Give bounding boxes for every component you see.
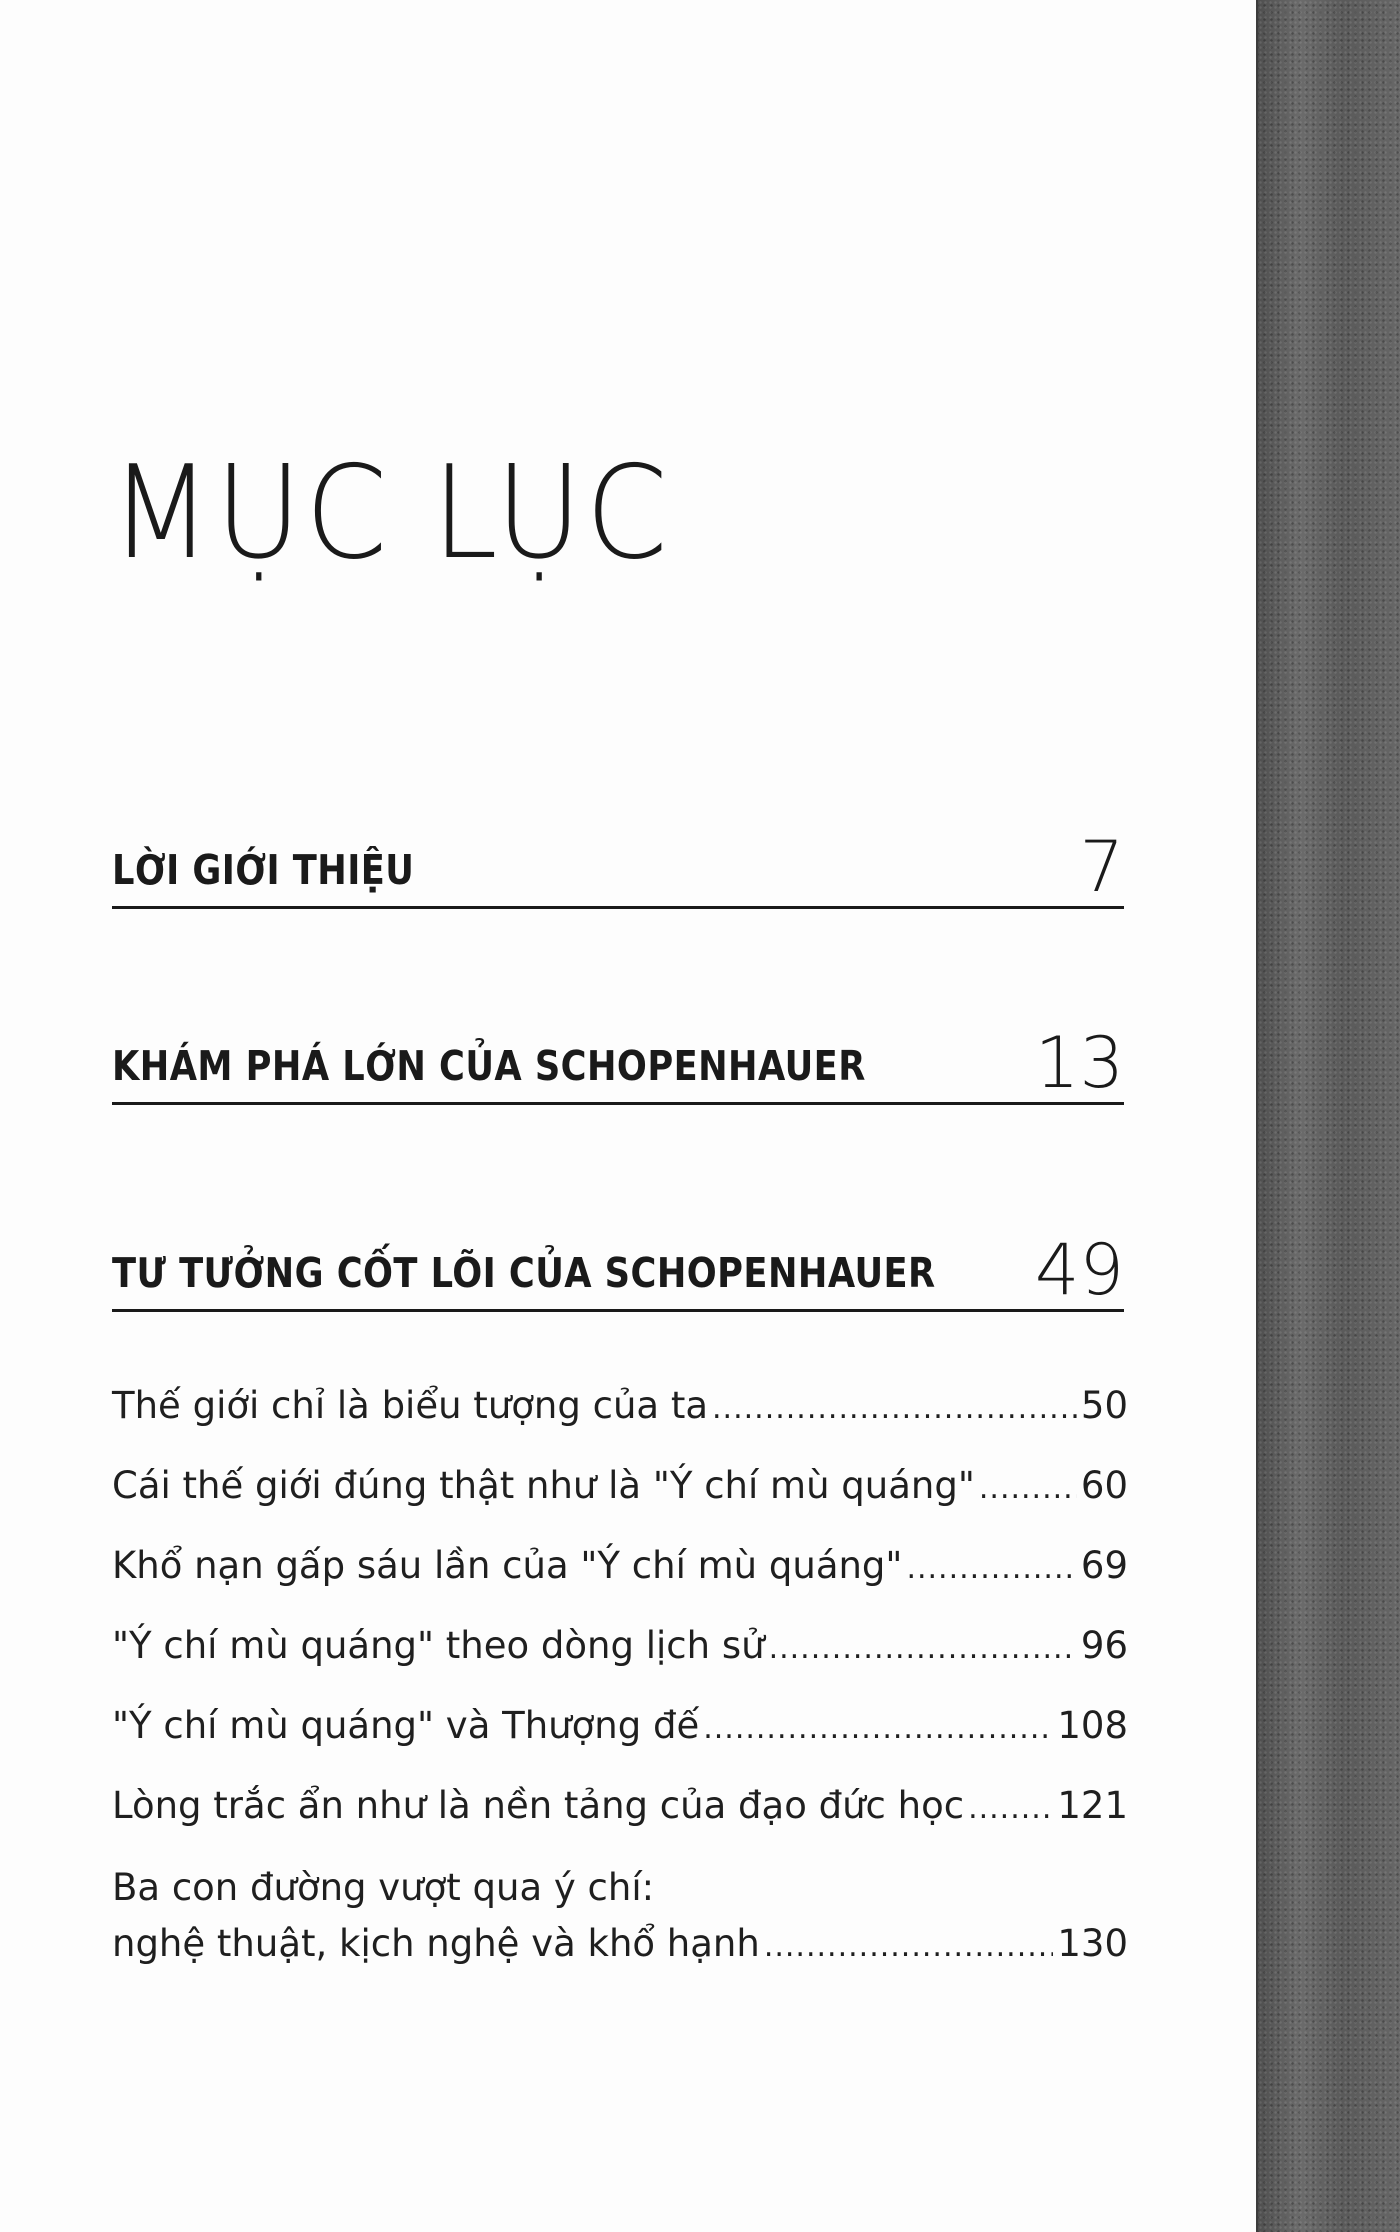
entry-line2 [112, 1922, 1128, 1965]
toc-entry[interactable] [112, 1384, 1128, 1464]
entry-title-line1: Ba con đường vượt qua ý chí: [112, 1866, 655, 1909]
entry-page-number: 121 [1057, 1784, 1128, 1827]
book-spine [1258, 0, 1400, 2232]
section-page-number: 13 [1034, 1022, 1124, 1104]
entry-title-line2: nghệ thuật, kịch nghệ và khổ hạnh [112, 1922, 760, 1965]
entry-page-number: 60 [1080, 1464, 1128, 1507]
entry-title: Cái thế giới đúng thật như là "Ý chí mù quáng" [112, 1464, 975, 1507]
section-page-number: 7 [1079, 826, 1124, 908]
dot-leader [906, 1551, 1076, 1586]
toc-section-core-thought[interactable] [112, 1229, 1124, 1312]
toc-entry-multiline[interactable] [112, 1866, 1128, 1965]
entry-title: "Ý chí mù quáng" và Thượng đế [112, 1704, 700, 1747]
section-page-number: 49 [1034, 1229, 1124, 1311]
toc-entry[interactable] [112, 1464, 1128, 1544]
toc-entry[interactable] [112, 1624, 1128, 1704]
toc-section-great-discovery[interactable] [112, 1022, 1124, 1105]
entry-page-number: 50 [1080, 1384, 1128, 1427]
entry-title: "Ý chí mù quáng" theo dòng lịch sử [112, 1624, 765, 1667]
dot-leader [712, 1391, 1077, 1426]
entry-page-number: 108 [1057, 1704, 1128, 1747]
dot-leader [979, 1471, 1077, 1506]
entry-page-number: 130 [1057, 1922, 1128, 1965]
entry-page-number: 96 [1080, 1624, 1128, 1667]
dot-leader [703, 1711, 1053, 1746]
page-title: MỤC LỤC [110, 439, 672, 588]
entry-title: Thế giới chỉ là biểu tượng của ta [112, 1384, 709, 1427]
toc-entry[interactable] [112, 1544, 1128, 1624]
dot-leader [769, 1631, 1077, 1666]
entry-title: Lòng trắc ẩn như là nền tảng của đạo đức học [112, 1784, 965, 1827]
toc-entry-list [112, 1384, 1128, 1965]
dot-leader [968, 1791, 1053, 1826]
dot-leader [764, 1929, 1054, 1964]
entry-page-number: 69 [1080, 1544, 1128, 1587]
toc-entry[interactable] [112, 1784, 1128, 1864]
section-label: LỜI GIỚI THIỆU [112, 846, 415, 894]
entry-title: Khổ nạn gấp sáu lần của "Ý chí mù quáng" [112, 1544, 903, 1587]
toc-section-introduction[interactable] [112, 826, 1124, 909]
toc-entry[interactable] [112, 1704, 1128, 1784]
section-label: TƯ TƯỞNG CỐT LÕI CỦA SCHOPENHAUER [112, 1249, 936, 1297]
section-label: KHÁM PHÁ LỚN CỦA SCHOPENHAUER [112, 1042, 866, 1090]
